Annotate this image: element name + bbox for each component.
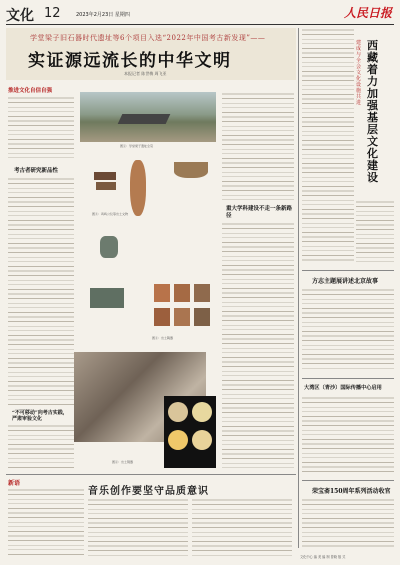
column-divider — [298, 28, 299, 548]
article-column-1a — [8, 96, 74, 160]
caption-3: 图③：出土陶器 — [152, 336, 174, 340]
right-headline: 西藏着力加强基层文化建设 — [367, 39, 378, 184]
brief-2-title: 大湾区（青沙）国际传播中心启用 — [304, 385, 382, 391]
article-column-1b — [8, 177, 74, 405]
page-header — [6, 4, 394, 25]
brief-1-text — [302, 288, 394, 372]
right-article-text — [302, 28, 354, 264]
pottery-jar-photo — [122, 150, 152, 228]
page-footer: 文化中心 编 美 编 制 曾晓 版 式 — [300, 555, 346, 559]
article-column-2a — [222, 92, 294, 202]
bronze-vessel-photo — [80, 222, 142, 312]
site-panorama-photo — [80, 92, 216, 142]
caption-4: 图④：出土铜器 — [112, 460, 134, 464]
lead-byline: 本报记者 陈世梅 周飞亚 — [124, 71, 167, 76]
bottom-rule — [6, 474, 296, 475]
bowl-photo — [168, 150, 214, 190]
page-number: 12 — [44, 6, 61, 21]
box-rule-3 — [302, 480, 394, 481]
right-kicker: 建成与全会文化设施共进 — [356, 40, 362, 106]
lead-kicker: 学堂梁子旧石器时代遗址等6个项目入选“2022年中国考古新发现”—— — [30, 34, 266, 42]
brief-1-title: 方志主题展讲述北京故事 — [312, 278, 379, 285]
box-rule-2 — [302, 378, 394, 379]
brief-3-title: 荣宝斋150周年系列活动收官 — [312, 488, 391, 495]
subhead-1: 推进文化自信自强 — [8, 88, 53, 94]
subhead-4: “不可移动”向考古实践，严肃审验文化 — [12, 410, 68, 422]
subhead-3: 重大学科建设不走一条新路径 — [226, 206, 293, 219]
section-name: 文化 — [6, 8, 34, 24]
box-rule-1 — [302, 270, 394, 271]
bottom-column-1 — [8, 488, 84, 556]
bottom-column-3 — [192, 498, 292, 556]
article-column-1c — [8, 424, 74, 470]
lead-headline: 实证源远流长的中华文明 — [28, 51, 232, 71]
subhead-2: 考古者研究新品性 — [14, 168, 59, 174]
artifact-grid-photo — [150, 278, 216, 334]
bottom-headline: 音乐创作要坚守品质意识 — [88, 486, 209, 497]
bowls-photo — [164, 396, 216, 468]
brief-2-text — [302, 396, 394, 476]
caption-1: 图①：学堂梁子遗址全景 — [120, 144, 154, 148]
article-column-2b — [222, 222, 294, 468]
newspaper-logo: 人民日报 — [343, 6, 392, 20]
artifact-photo-1 — [90, 150, 120, 192]
issue-date: 2023年2月23日 星期四 — [76, 12, 130, 18]
right-article-text-b — [356, 200, 394, 264]
news-tag: 新语 — [8, 480, 21, 487]
caption-2: 图②：鸡鸣公仪等出土文物 — [92, 212, 129, 216]
bottom-column-2 — [88, 498, 188, 556]
brief-3-text — [302, 498, 394, 550]
